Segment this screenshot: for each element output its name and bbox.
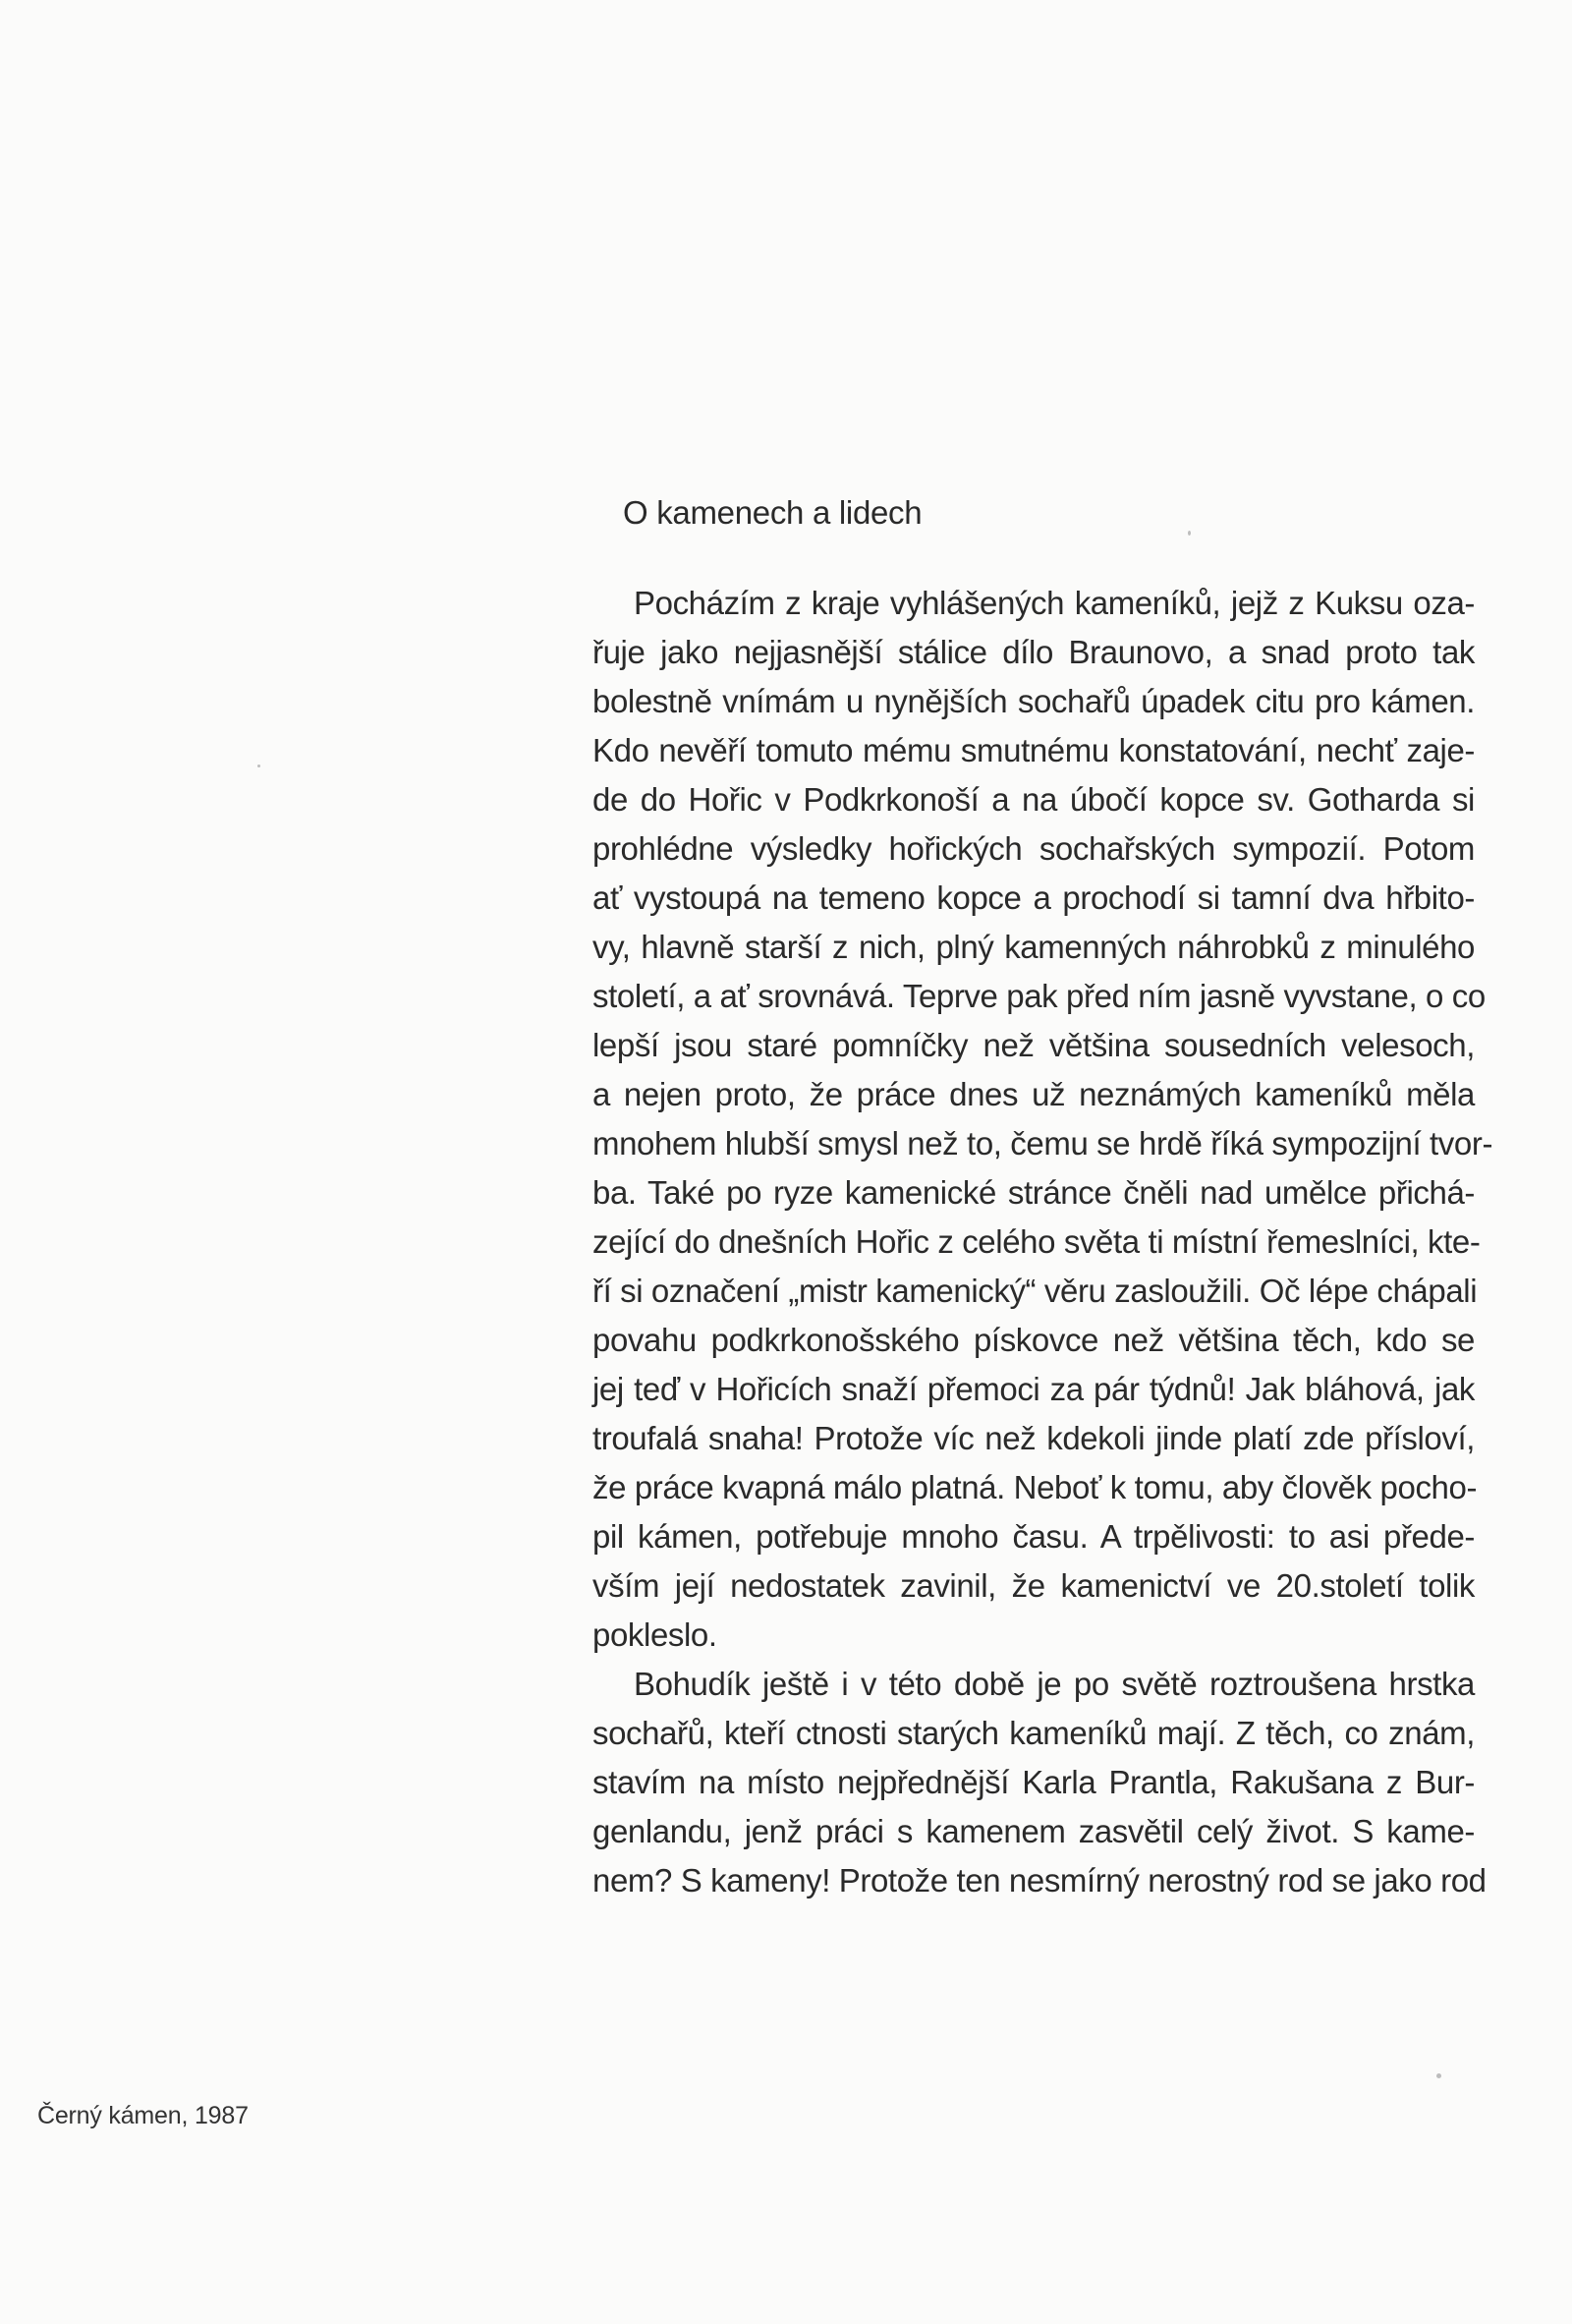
text-line: pokleslo. <box>592 1616 717 1653</box>
text-line: vy, hlavně starší z nich, plný kamenných náhrobků z minulého <box>592 929 1475 965</box>
body-text <box>592 579 1493 1905</box>
text-line: vším její nedostatek zavinil, že kamenictví ve 20.století tolik <box>592 1567 1475 1604</box>
text-line: sochařů, kteří ctnosti starých kameníků mají. Z těch, co znám, <box>592 1715 1475 1751</box>
text-line: ba. Také po ryze kamenické stránce čněli nad umělce přichá- <box>592 1174 1475 1211</box>
text-line: jej teď v Hořicích snaží přemoci za pár týdnů! Jak bláhová, jak <box>592 1371 1475 1407</box>
text-line: de do Hořic v Podkrkonoší a na úbočí kopce sv. Gotharda si <box>592 781 1475 818</box>
text-line: povahu podkrkonošského pískovce než většina těch, kdo se <box>592 1322 1475 1358</box>
paragraph-1 <box>592 579 1493 1660</box>
text-line: bolestně vnímám u nynějších sochařů úpadek citu pro kámen. <box>592 683 1475 719</box>
chapter-title: O kamenech a lidech <box>623 494 923 531</box>
text-line: lepší jsou staré pomníčky než většina sousedních velesoch, <box>592 1027 1475 1063</box>
text-line: mnohem hlubší smysl než to, čemu se hrdě říká sympozijní tvor- <box>592 1125 1493 1162</box>
text-line: prohlédne výsledky hořických sochařských sympozií. Potom <box>592 830 1475 867</box>
text-line: genlandu, jenž práci s kamenem zasvětil celý život. S kame- <box>592 1813 1475 1849</box>
figure-caption: Černý kámen, 1987 <box>37 2102 249 2129</box>
text-line: století, a ať srovnává. Teprve pak před ním jasně vyvstane, o co <box>592 978 1486 1014</box>
paragraph-2 <box>592 1660 1487 1905</box>
text-line: pil kámen, potřebuje mnoho času. A trpělivosti: to asi přede- <box>592 1518 1475 1555</box>
text-line: ať vystoupá na temeno kopce a prochodí si tamní dva hřbito- <box>592 879 1475 916</box>
text-line: troufalá snaha! Protože víc než kdekoli jinde platí zde přísloví, <box>592 1420 1475 1456</box>
text-line: stavím na místo nejpřednější Karla Prantla, Rakušana z Bur- <box>592 1764 1475 1800</box>
text-line: a nejen proto, že práce dnes už neznámých kameníků měla <box>592 1076 1475 1112</box>
text-line: že práce kvapná málo platná. Neboť k tomu, aby člověk pocho- <box>592 1469 1478 1505</box>
text-line: zející do dnešních Hořic z celého světa ti místní řemeslníci, kte- <box>592 1223 1481 1260</box>
text-line: nem? S kameny! Protože ten nesmírný nerostný rod se jako rod <box>592 1862 1487 1899</box>
text-line: ří si označení „mistr kamenický“ věru zasloužili. Oč lépe chápali <box>592 1273 1478 1309</box>
text-line: Pocházím z kraje vyhlášených kameníků, jejž z Kuksu oza- <box>634 585 1475 621</box>
text-line: Kdo nevěří tomuto mému smutnému konstatování, nechť zaje- <box>592 732 1475 768</box>
text-line: řuje jako nejjasnější stálice dílo Braunovo, a snad proto tak <box>592 634 1475 670</box>
text-line: Bohudík ještě i v této době je po světě roztroušena hrstka <box>634 1666 1475 1702</box>
paper-speck <box>257 765 260 767</box>
paper-speck <box>1436 2073 1441 2078</box>
paper-speck <box>1188 531 1191 536</box>
